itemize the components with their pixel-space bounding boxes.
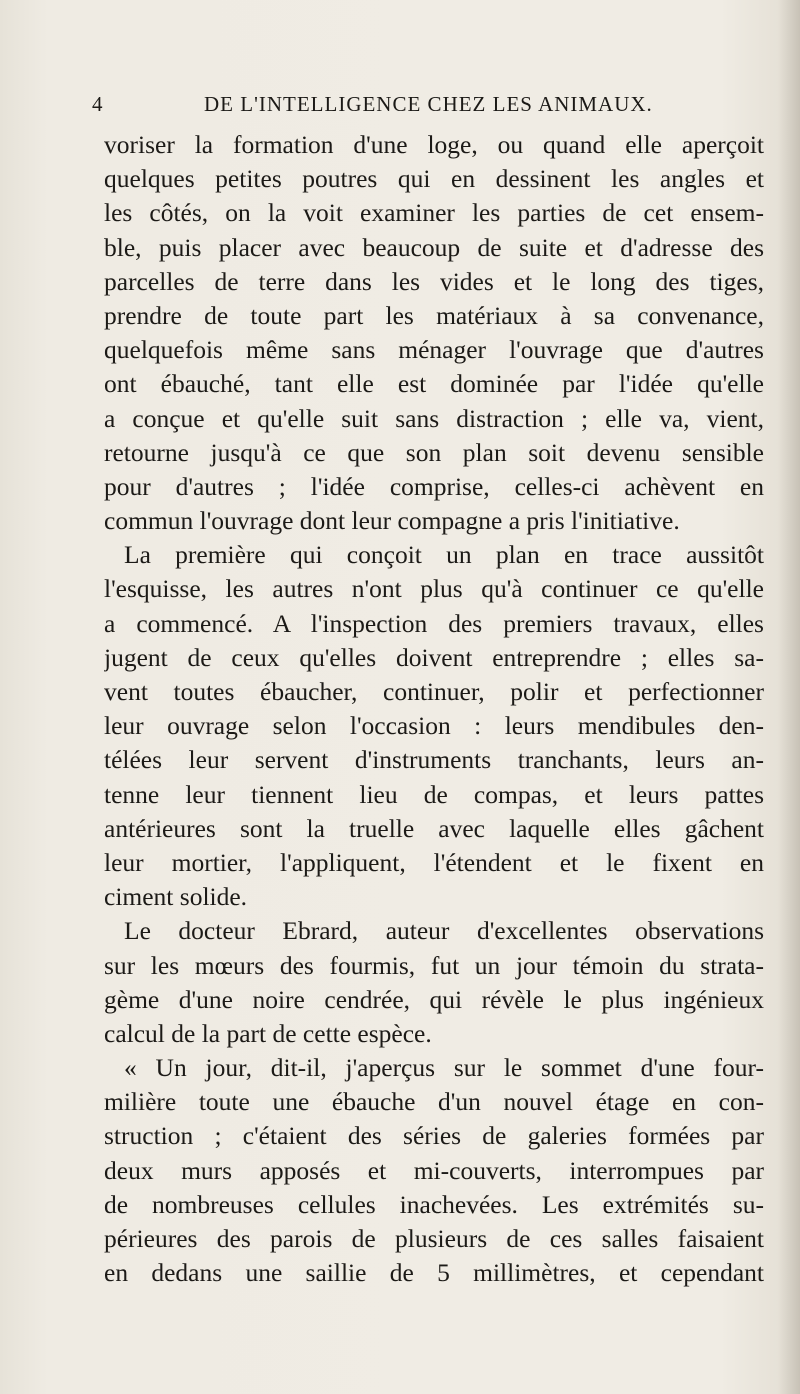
- text-line: antérieures sont la truelle avec laquelle elles gâchent: [104, 813, 764, 843]
- text-line: deux murs apposés et mi-couverts, interrompues par: [104, 1155, 764, 1185]
- text-line: ont ébauché, tant elle est dominée par l'idée qu'elle: [104, 369, 764, 399]
- page-number: 4: [92, 92, 104, 116]
- text-line: commun l'ouvrage dont leur compagne a pris l'initiative.: [104, 506, 680, 536]
- body-text: [104, 128, 764, 1290]
- text-line: « Un jour, dit-il, j'aperçus sur le sommet d'une four-: [124, 1053, 764, 1083]
- text-line: a conçue et qu'elle suit sans distraction ; elle va, vient,: [104, 403, 764, 433]
- text-line: prendre de toute part les matériaux à sa convenance,: [104, 300, 764, 330]
- page-header: [92, 92, 762, 122]
- text-line: gème d'une noire cendrée, qui révèle le plus ingénieux: [104, 984, 764, 1014]
- text-line: Le docteur Ebrard, auteur d'excellentes observations: [124, 916, 764, 946]
- text-line: a commencé. A l'inspection des premiers travaux, elles: [104, 608, 764, 638]
- text-line: quelques petites poutres qui en dessinent les angles et: [104, 164, 764, 194]
- text-line: en dedans une saillie de 5 millimètres, et cependant: [104, 1258, 764, 1288]
- text-line: les côtés, on la voit examiner les parties de cet ensem-: [104, 198, 764, 228]
- text-line: périeures des parois de plusieurs de ces salles faisaient: [104, 1224, 764, 1253]
- running-head: DE L'INTELLIGENCE CHEZ LES ANIMAUX.: [204, 92, 653, 116]
- text-line: leur mortier, l'appliquent, l'étendent et le fixent en: [104, 847, 764, 877]
- text-line: jugent de ceux qu'elles doivent entreprendre ; elles sa-: [104, 642, 764, 672]
- text-line: milière toute une ébauche d'un nouvel étage en con-: [104, 1087, 764, 1117]
- text-line: tenne leur tiennent lieu de compas, et leurs pattes: [104, 779, 764, 809]
- text-line: struction ; c'étaient des séries de galeries formées par: [104, 1121, 764, 1151]
- text-line: de nombreuses cellules inachevées. Les extrémités su-: [104, 1189, 764, 1219]
- text-line: parcelles de terre dans les vides et le long des tiges,: [104, 266, 764, 296]
- text-line: calcul de la part de cette espèce.: [104, 1018, 432, 1048]
- text-line: retourne jusqu'à ce que son plan soit devenu sensible: [104, 437, 764, 467]
- text-line: ble, puis placer avec beaucoup de suite et d'adresse des: [104, 232, 764, 262]
- text-line: quelquefois même sans ménager l'ouvrage que d'autres: [104, 335, 764, 365]
- text-line: ciment solide.: [104, 882, 248, 912]
- page-edge-shadow: [778, 0, 800, 1394]
- text-line: vent toutes ébaucher, continuer, polir et perfectionner: [104, 677, 764, 706]
- text-line: voriser la formation d'une loge, ou quand elle aperçoit: [104, 130, 764, 159]
- text-line: leur ouvrage selon l'occasion : leurs mendibules den-: [104, 711, 764, 741]
- text-line: l'esquisse, les autres n'ont plus qu'à continuer ce qu'elle: [104, 574, 764, 604]
- text-line: télées leur servent d'instruments tranchants, leurs an-: [104, 745, 764, 775]
- text-line: La première qui conçoit un plan en trace aussitôt: [124, 540, 764, 570]
- text-line: pour d'autres ; l'idée comprise, celles-ci achèvent en: [104, 471, 764, 501]
- text-line: sur les mœurs des fourmis, fut un jour témoin du strata-: [104, 950, 764, 980]
